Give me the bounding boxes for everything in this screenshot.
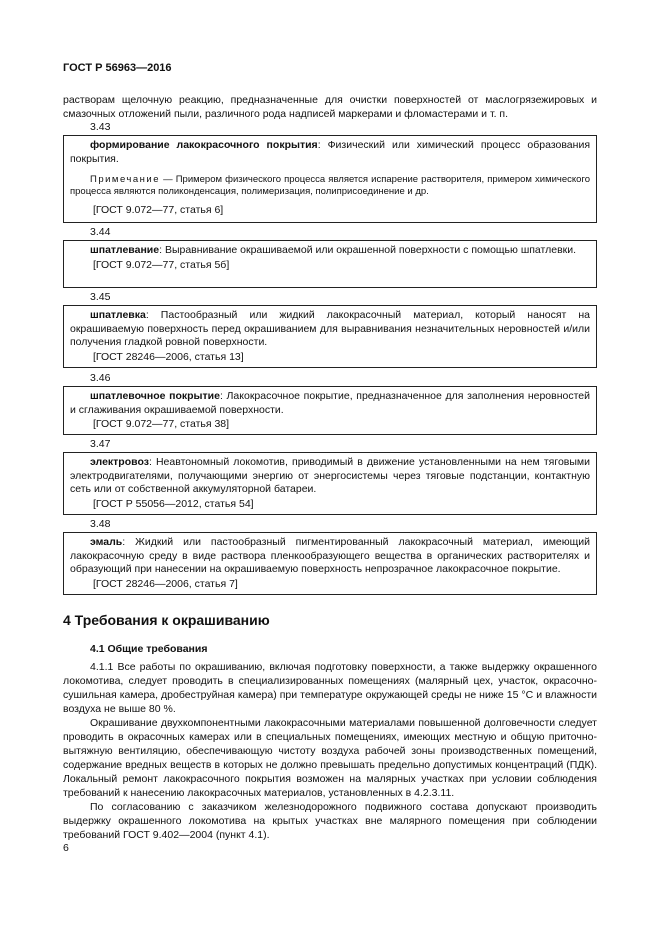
term-name: эмаль [90,536,123,548]
definition-text: : Жидкий или пастообразный пигментированный лакокрасочный материал, имеющий лакокрасочную среду в виде раствора пленкообразующего вещества в органических растворителях и образующий при нанесении на окрашиваемую поверхность непрозрачное лакокрасочное покрытие. [70,536,590,575]
intro-paragraph: растворам щелочную реакцию, предназначенные для очистки поверхностей от маслогрязежировых и смазочных отложений пыли, различного рода надписей маркерами и фломастерами и т. п. [63,94,597,120]
term-source: [ГОСТ 28246—2006, статья 13] [93,350,244,363]
term-definition [70,139,590,166]
term-definition [70,390,590,417]
definition-text: : Выравнивание окрашиваемой или окрашенной поверхности с помощью шпатлевки. [159,244,577,256]
term-box-3-43 [63,135,597,223]
subsection-title: 4.1 Общие требования [90,643,208,655]
definition-text: : Физический или химический процесс образования покрытия. [70,139,591,165]
term-source: [ГОСТ 9.072—77, статья 5б] [93,258,230,271]
document-code-header: ГОСТ Р 56963—2016 [63,62,172,74]
definition-text: : Неавтономный локомотив, приводимый в движение установленными на нем тяговыми электродвигателями, получающими энергию от энергосистемы через тяговые подстанции, контактную сеть или от собственной аккумуляторной батареи. [70,456,590,495]
term-number: 3.48 [90,518,111,530]
term-box-3-48 [63,532,597,595]
note-label: Примечание [90,174,160,185]
term-box-3-45 [63,305,597,368]
term-number: 3.43 [90,121,111,133]
term-box-3-44 [63,240,597,288]
term-definition [70,456,590,497]
term-name: шпатлевка [90,309,146,321]
term-definition [70,244,590,258]
section-body [63,660,597,842]
term-name: шпатлевание [90,244,160,256]
definition-text: : Пастообразный или жидкий лакокрасочный материал, который наносят на окрашиваемую поверхность перед окрашиванием для выравнивания незначительных неровностей и/или получения гладкой ровной поверхности. [70,309,590,348]
section-title: 4 Требования к окрашиванию [63,612,270,628]
term-name: формирование лакокрасочного покрытия [90,139,318,151]
page-number: 6 [63,842,69,854]
term-box-3-46 [63,386,597,435]
term-number: 3.45 [90,291,111,303]
body-paragraph: Окрашивание двухкомпонентными лакокрасочными материалами повышенной долговечности следует проводить в окрасочных камерах или в специальных помещениях, имеющих местную и общую приточно-вытяжную вентиляцию, обеспечивающую чистоту воздуха рабочей зоны производственных помещений, содержание вредных веществ в которых не должно превышать предельно допустимых концентраций (ПДК). Локальный ремонт лакокрасочного покрытия возможен на малярных участках при условии соблюдения требований к нанесению лакокрасочных материалов, установленных в 4.2.3.11. [63,717,597,799]
term-source: [ГОСТ 9.072—77, статья 6] [93,204,224,216]
term-box-3-47 [63,452,597,515]
definition-text: : Лакокрасочное покрытие, предназначенное для заполнения неровностей и сглаживания окрашиваемой поверхности. [70,390,591,416]
term-note [70,174,590,198]
term-source: [ГОСТ Р 55056—2012, статья 54] [93,497,254,510]
note-text: — Примером физического процесса является испарение растворителя, примером химического процесса являются поликонденсация, полимеризация, полиприсоединение и др. [70,174,590,197]
term-number: 3.46 [90,372,111,384]
body-paragraph: 4.1.1 Все работы по окрашиванию, включая подготовку поверхности, а также выдержку окрашенного локомотива, следует проводить в специализированных помещениях (малярный цех, участок, окрасочно-сушильная камера, дробеструйная камера) при температуре окружающей среды не ниже 15 °С и влажности воздуха не выше 80 %. [63,661,597,715]
term-name: электровоз [90,456,149,468]
term-source: [ГОСТ 9.072—77, статья 38] [93,418,230,430]
term-name: шпатлевочное покрытие [90,390,220,402]
term-definition [70,536,590,577]
body-paragraph: По согласованию с заказчиком железнодорожного подвижного состава допускают производить выдержку окрашенного локомотива на крытых участках вне малярного помещения при соблюдении требований ГОСТ 9.402—2004 (пункт 4.1). [63,801,597,841]
term-definition [70,309,590,350]
term-number: 3.47 [90,438,111,450]
term-number: 3.44 [90,226,111,238]
term-source: [ГОСТ 28246—2006, статья 7] [93,577,238,590]
